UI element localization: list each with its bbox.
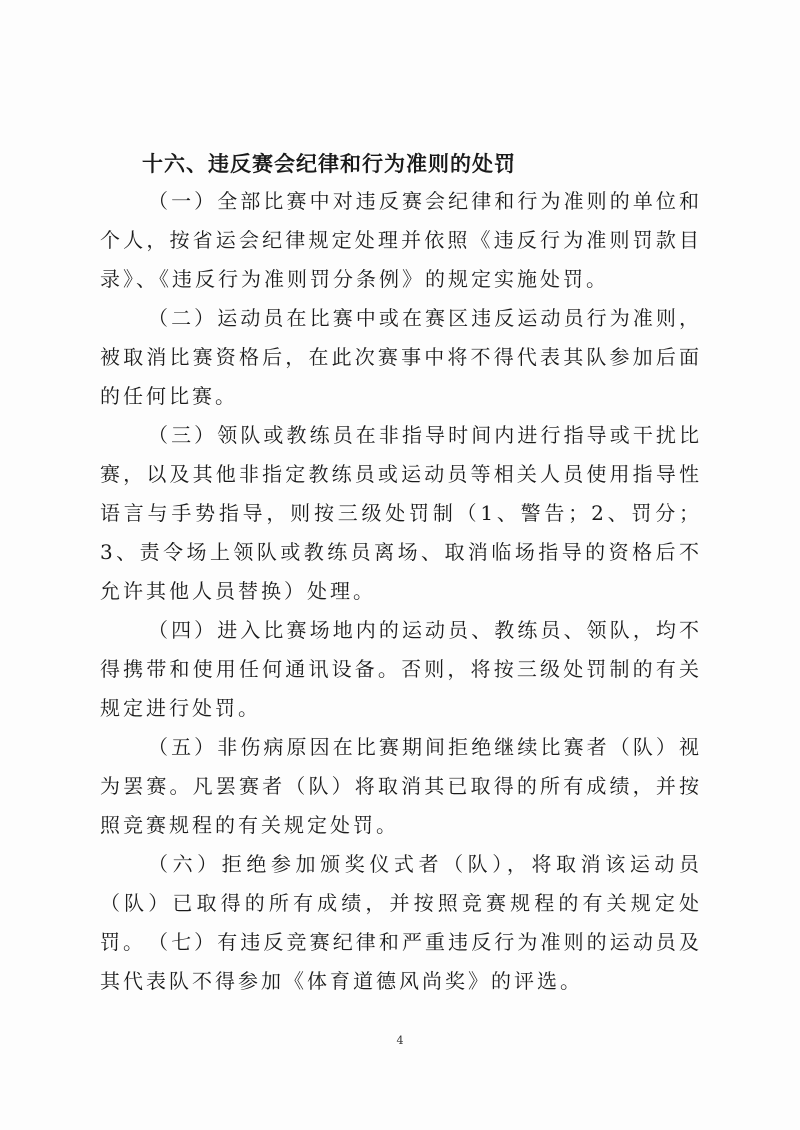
paragraph-6: （六）拒绝参加颁奖仪式者（队），将取消该运动员（队）已取得的所有成绩，并按照竞赛规程的有关规定处罚。 [100,852,702,954]
paragraph-1: （一）全部比赛中对违反赛会纪律和行为准则的单位和个人，按省运会纪律规定处理并依照《违反行为准则罚款目录》、《违反行为准则罚分条例》的规定实施处罚。 [100,189,702,291]
page-number: 4 [396,1034,404,1047]
paragraph-4: （四）进入比赛场地内的运动员、教练员、领队，均不得携带和使用任何通讯设备。否则，将按三级处罚制的有关规定进行处罚。 [100,618,702,720]
paragraph-3: （三）领队或教练员在非指导时间内进行指导或干扰比赛，以及其他非指定教练员或运动员等相关人员使用指导性语言与手势指导，则按三级处罚制（1、警告；2、罚分；3、责令场上领队或教练员离场、取消临场指导的资格后不允许其他人员替换）处理。 [100,423,702,603]
section-heading: 十六、违反赛会纪律和行为准则的处罚 [142,152,516,176]
paragraph-5: （五）非伤病原因在比赛期间拒绝继续比赛者（队）视为罢赛。凡罢赛者（队）将取消其已取得的所有成绩，并按照竞赛规程的有关规定处罚。 [100,735,702,837]
paragraph-2: （二）运动员在比赛中或在赛区违反运动员行为准则，被取消比赛资格后，在此次赛事中将不得代表其队参加后面的任何比赛。 [100,306,702,408]
paragraph-7: （七）有违反竞赛纪律和严重违反行为准则的运动员及其代表队不得参加《体育道德风尚奖》的评选。 [100,930,702,993]
